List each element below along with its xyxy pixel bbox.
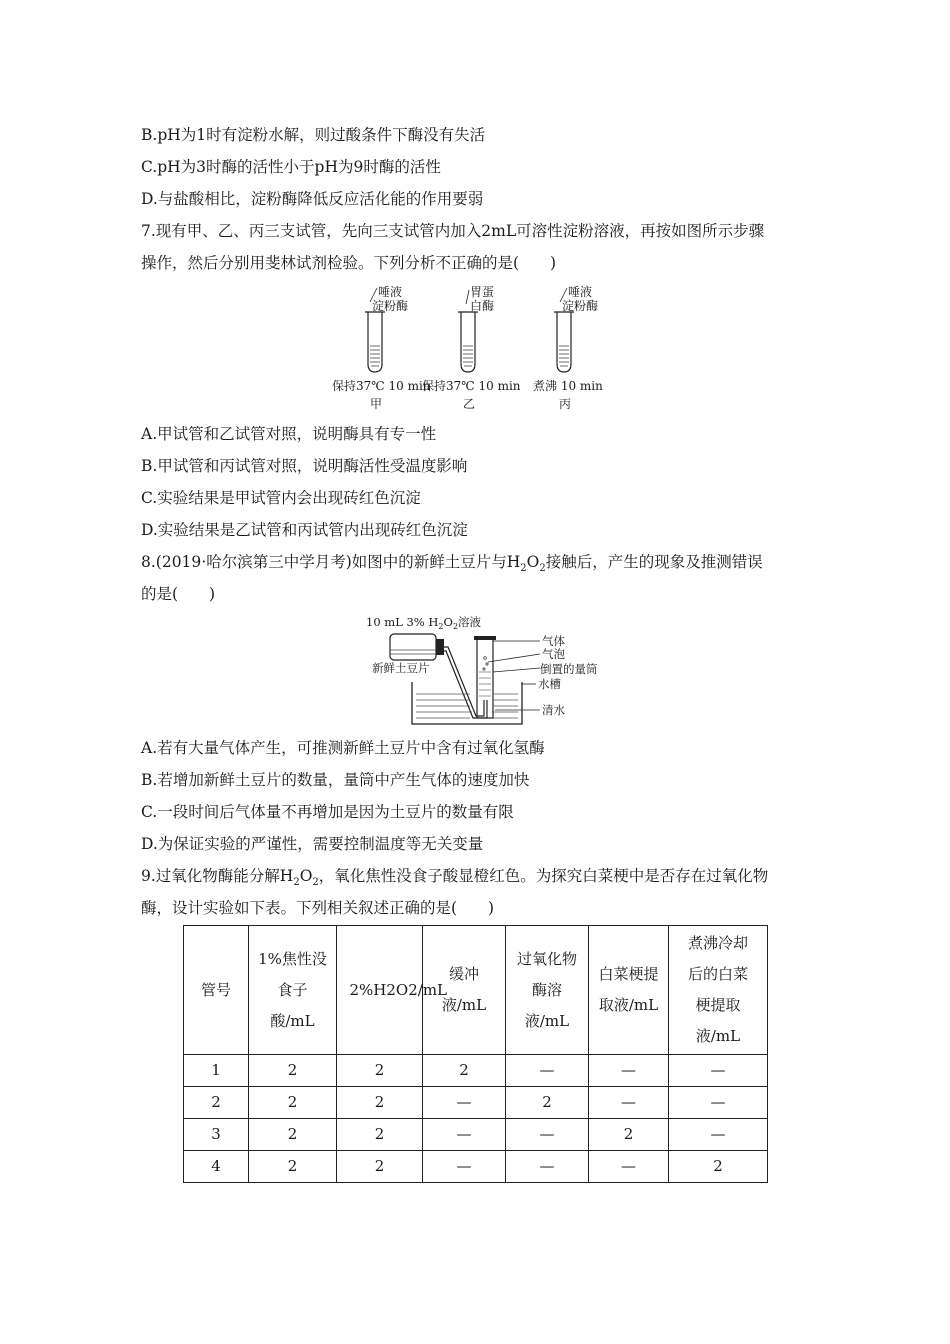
q7-option-c: C.实验结果是甲试管内会出现砖红色沉淀	[141, 489, 421, 507]
table-row: 2 2 2 — 2 — —	[184, 1087, 768, 1119]
table-row: 1 2 2 2 — — —	[184, 1055, 768, 1087]
tube-yi-reagent-top: 胃蛋	[470, 285, 495, 299]
q8-option-c: C.一段时间后气体量不再增加是因为土豆片的数量有限	[141, 803, 514, 821]
water-label: 清水	[542, 703, 565, 717]
tube-jia-label: 甲	[370, 397, 383, 411]
flask-body	[390, 634, 436, 660]
test-tube-bing	[533, 284, 603, 411]
header-tube-number: 管号	[184, 926, 249, 1055]
tube-yi-reagent-bottom: 白酶	[470, 299, 495, 313]
header-boiled-extract: 煮沸冷却后的白菜梗提取液/mL	[669, 926, 768, 1055]
header-h2o2: 2%H2O2/mL	[337, 926, 423, 1055]
q8-apparatus-figure	[360, 612, 600, 730]
tube-yi-condition: 保持37℃ 10 min	[422, 379, 521, 393]
q8-option-b: B.若增加新鲜土豆片的数量，量筒中产生气体的速度加快	[141, 771, 530, 789]
q7-option-a: A.甲试管和乙试管对照，说明酶具有专一性	[141, 425, 437, 443]
header-pyrogallol: 1%焦性没食子酸/mL	[249, 926, 337, 1055]
table-header-row	[184, 926, 768, 1055]
solution-label: 10 mL 3% $H_2O_2$溶液	[366, 615, 482, 631]
q8-stem-line1: 8.(2019·哈尔滨第三中学月考)如图中的新鲜土豆片与$H_2O_2$接触后，产生的现象及推测错误	[141, 553, 763, 575]
q9-experiment-table	[183, 925, 768, 1183]
tube-bing-condition: 煮沸 10 min	[533, 379, 603, 393]
q7-option-d: D.实验结果是乙试管和丙试管内出现砖红色沉淀	[141, 521, 468, 539]
q7-stem-line2: 操作，然后分别用斐林试剂检验。下列分析不正确的是( )	[141, 254, 557, 272]
q8-stem-line2: 的是( )	[141, 585, 216, 603]
q9-stem-line2: 酶，设计实验如下表。下列相关叙述正确的是( )	[141, 899, 495, 917]
potato-label: 新鲜土豆片	[372, 661, 430, 675]
tube-yi-label: 乙	[463, 397, 476, 411]
header-buffer: 缓冲液/mL	[423, 926, 506, 1055]
q6-option-d: D.与盐酸相比，淀粉酶降低反应活化能的作用要弱	[141, 190, 484, 208]
q7-stem-line1: 7.现有甲、乙、丙三支试管，先向三支试管内加入2mL可溶性淀粉溶液，再按如图所示步骤	[141, 222, 765, 240]
tube-jia-reagent-top: 唾液	[378, 285, 403, 299]
bubble-label: 气泡	[542, 647, 565, 661]
tube-bing-label: 丙	[559, 397, 572, 411]
q7-test-tube-figure	[330, 284, 610, 414]
header-cabbage-extract: 白菜梗提取液/mL	[589, 926, 669, 1055]
test-tube-jia	[332, 284, 431, 411]
trough-label: 水槽	[538, 677, 561, 691]
table-row: 4 2 2 — — — 2	[184, 1151, 768, 1183]
cylinder-label: 倒置的量筒	[540, 662, 598, 676]
tube-jia-reagent-bottom: 淀粉酶	[372, 299, 409, 313]
q7-option-b: B.甲试管和丙试管对照，说明酶活性受温度影响	[141, 457, 468, 475]
header-peroxidase: 过氧化物酶溶液/mL	[506, 926, 589, 1055]
q8-option-a: A.若有大量气体产生，可推测新鲜土豆片中含有过氧化氢酶	[141, 739, 545, 757]
q8-option-d: D.为保证实验的严谨性，需要控制温度等无关变量	[141, 835, 484, 853]
tube-jia-condition: 保持37℃ 10 min	[332, 379, 431, 393]
test-tube-yi	[422, 285, 521, 411]
tube-bing-reagent-top: 唾液	[568, 285, 593, 299]
gas-label: 气体	[542, 634, 565, 648]
q6-option-b: B.pH为1时有淀粉水解，则过酸条件下酶没有失活	[141, 126, 486, 144]
tube-bing-reagent-bottom: 淀粉酶	[562, 299, 599, 313]
table-row: 3 2 2 — — 2 —	[184, 1119, 768, 1151]
q9-stem-line1: 9.过氧化物酶能分解$H_2O_2$，氧化焦性没食子酸显橙红色。为探究白菜梗中是否存在过氧化物	[141, 867, 769, 889]
q6-option-c: C.pH为3时酶的活性小于pH为9时酶的活性	[141, 158, 441, 176]
